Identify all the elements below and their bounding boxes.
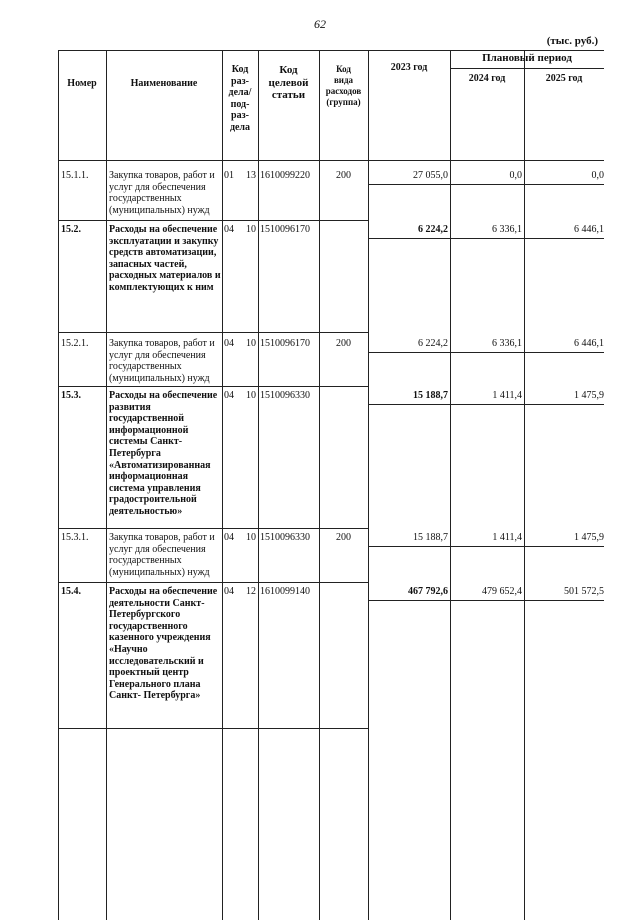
value-underline — [368, 600, 604, 601]
row-name: Расходы на обеспечение эксплуатации и закупку средств автоматизации, запасных частей, расходных материалов и комплектующих к ним — [109, 224, 221, 293]
row-number: 15.3.1. — [61, 532, 89, 543]
header-year-2023: 2023 год — [390, 62, 428, 73]
row-name: Закупка товаров, работ и услуг для обеспечения государственных (муниципальных) нужд — [109, 338, 215, 384]
row-value-2025: 1 475,9 — [574, 532, 604, 543]
row-target-code: 1510096330 — [260, 390, 310, 401]
row-subsection-code: 10 — [246, 224, 256, 235]
row-divider — [58, 582, 368, 583]
page-number: 62 — [314, 17, 326, 31]
row-name: Закупка товаров, работ и услуг для обеспечения государственных (муниципальных) нужд — [109, 170, 215, 216]
row-target-code: 1510096170 — [260, 224, 310, 235]
row-subsection-code: 12 — [246, 586, 256, 597]
row-value-2023: 6 224,2 — [418, 338, 448, 349]
row-divider — [58, 220, 368, 221]
header-bottom-border — [58, 160, 604, 161]
row-value-2023: 27 055,0 — [413, 170, 448, 181]
row-value-2023: 467 792,6 — [408, 586, 448, 597]
row-section-code: 04 — [224, 224, 234, 235]
row-value-2024: 6 336,1 — [492, 224, 522, 235]
row-value-2023: 6 224,2 — [418, 224, 448, 235]
row-subsection-code: 10 — [246, 532, 256, 543]
row-target-code: 1510096330 — [260, 532, 310, 543]
value-underline — [368, 404, 604, 405]
row-value-2025: 1 475,9 — [574, 390, 604, 401]
row-subsection-code: 10 — [246, 390, 256, 401]
row-section-code: 04 — [224, 532, 234, 543]
row-value-2024: 0,0 — [509, 170, 522, 181]
row-subsection-code: 13 — [246, 170, 256, 181]
row-expense-type: 200 — [336, 338, 351, 349]
row-number: 15.2.1. — [61, 338, 89, 349]
row-divider — [58, 386, 368, 387]
header-target-code: Код целевой статьи — [268, 64, 309, 101]
header-section-code: Код раз- дела/ под- раз- дела — [228, 64, 252, 133]
value-underline — [368, 184, 604, 185]
row-value-2024: 479 652,4 — [482, 586, 522, 597]
row-value-2023: 15 188,7 — [413, 532, 448, 543]
row-section-code: 01 — [224, 170, 234, 181]
row-target-code: 1610099140 — [260, 586, 310, 597]
row-target-code: 1510096170 — [260, 338, 310, 349]
row-section-code: 04 — [224, 586, 234, 597]
row-value-2024: 6 336,1 — [492, 338, 522, 349]
row-subsection-code: 10 — [246, 338, 256, 349]
planned-period-divider — [450, 68, 604, 69]
row-value-2023: 15 188,7 — [413, 390, 448, 401]
row-name: Закупка товаров, работ и услуг для обеспечения государственных (муниципальных) нужд — [109, 532, 215, 578]
header-expense-type-code: Код вида расходов (группа) — [325, 64, 362, 107]
row-number: 15.2. — [61, 224, 81, 235]
row-section-code: 04 — [224, 390, 234, 401]
header-planned-period: Плановый период — [482, 52, 572, 64]
row-value-2025: 0,0 — [591, 170, 604, 181]
budget-table — [58, 50, 604, 920]
row-section-code: 04 — [224, 338, 234, 349]
table-top-border — [58, 50, 604, 51]
row-value-2025: 6 446,1 — [574, 224, 604, 235]
row-target-code: 1610099220 — [260, 170, 310, 181]
header-year-2025: 2025 год — [545, 73, 583, 84]
row-expense-type: 200 — [336, 170, 351, 181]
value-underline — [368, 546, 604, 547]
row-number: 15.1.1. — [61, 170, 89, 181]
row-value-2025: 6 446,1 — [574, 338, 604, 349]
row-name: Расходы на обеспечение развития государственной информационной системы Санкт-Петербурга «Автоматизированная информационная система управления градостроительной деятельностью» — [109, 390, 218, 517]
value-underline — [368, 352, 604, 353]
header-name: Наименование — [130, 78, 198, 89]
row-divider — [58, 728, 368, 729]
row-value-2024: 1 411,4 — [492, 532, 522, 543]
value-underline — [368, 238, 604, 239]
row-name: Расходы на обеспечение деятельности Санкт-Петербургского государственного казенного учреждения «Научно исследовательский и проектный центр Генерального плана Санкт- Петербурга» — [109, 586, 218, 702]
row-number: 15.3. — [61, 390, 81, 401]
row-divider — [58, 332, 368, 333]
col-divider — [58, 50, 59, 920]
row-divider — [58, 528, 368, 529]
header-year-2024: 2024 год — [468, 73, 506, 84]
col-divider — [106, 50, 107, 920]
row-number: 15.4. — [61, 586, 81, 597]
header-number: Номер — [67, 78, 97, 89]
col-divider — [258, 50, 259, 920]
row-value-2025: 501 572,5 — [564, 586, 604, 597]
col-divider — [222, 50, 223, 920]
row-expense-type: 200 — [336, 532, 351, 543]
row-value-2024: 1 411,4 — [492, 390, 522, 401]
units-label: (тыс. руб.) — [546, 35, 598, 47]
